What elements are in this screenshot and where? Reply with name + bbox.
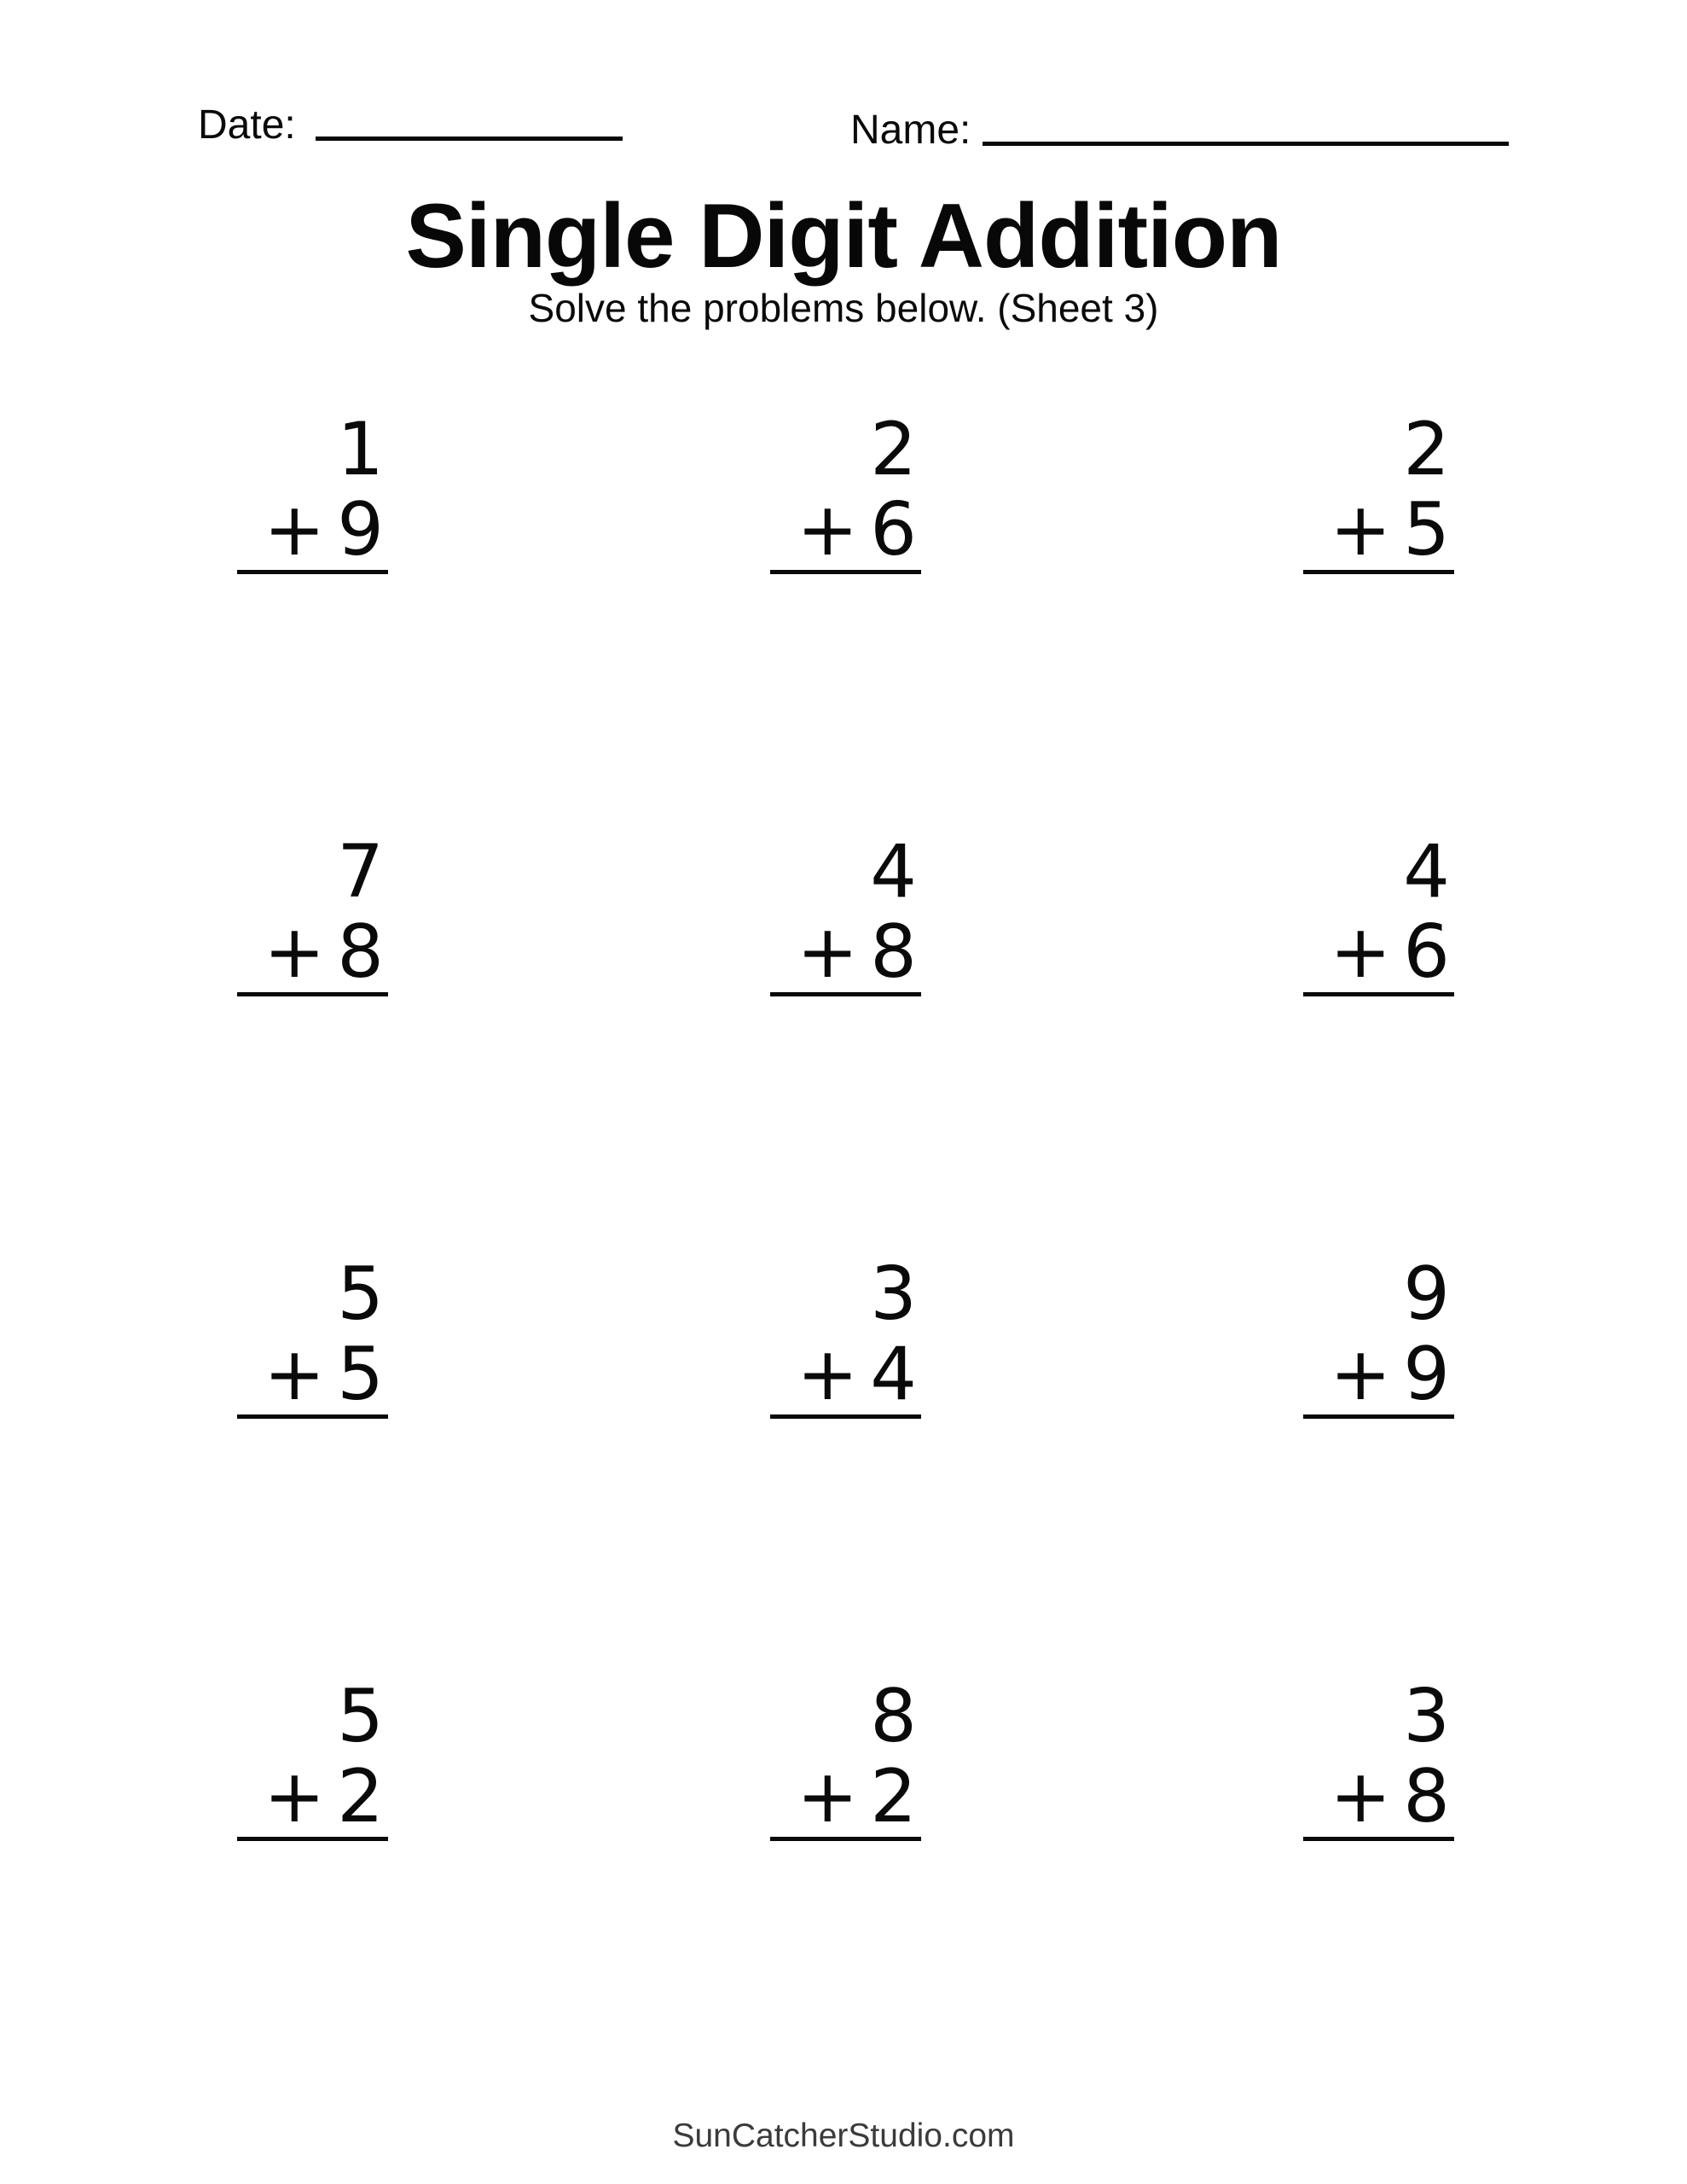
top-addend: 4 <box>1403 829 1450 915</box>
top-addend: 3 <box>870 1252 917 1337</box>
plus-operator: + <box>797 487 859 572</box>
top-addend: 4 <box>870 829 917 915</box>
addition-problem-6 <box>1303 829 1454 996</box>
plus-operator: + <box>1330 1754 1392 1839</box>
bottom-addend: 5 <box>1403 487 1450 572</box>
plus-operator: + <box>264 909 326 995</box>
footer-credit: SunCatcherStudio.com <box>672 2117 1015 2154</box>
top-addend: 5 <box>337 1674 384 1759</box>
addition-problem-7 <box>237 1254 388 1419</box>
plus-operator: + <box>264 487 326 572</box>
top-addend: 2 <box>1403 407 1450 492</box>
bottom-addend: 8 <box>1403 1754 1450 1839</box>
addition-problem-5 <box>770 829 921 996</box>
addition-problem-12 <box>1303 1676 1454 1841</box>
addition-problem-9 <box>1303 1254 1454 1419</box>
bottom-addend: 9 <box>337 487 384 572</box>
bottom-addend: 5 <box>337 1332 384 1417</box>
worksheet-subtitle: Solve the problems below. (Sheet 3) <box>528 286 1159 330</box>
addition-problem-10 <box>237 1676 388 1841</box>
addition-problem-3 <box>1303 407 1454 574</box>
plus-operator: + <box>797 1754 859 1839</box>
name-label: Name: <box>850 107 971 153</box>
top-addend: 2 <box>870 407 917 492</box>
addition-problem-8 <box>770 1254 921 1419</box>
top-addend: 3 <box>1403 1674 1450 1759</box>
problems-grid <box>237 407 1454 1841</box>
bottom-addend: 4 <box>870 1332 917 1417</box>
addition-problem-1 <box>237 407 388 574</box>
top-addend: 8 <box>870 1674 917 1759</box>
top-addend: 7 <box>337 829 384 915</box>
top-addend: 1 <box>337 407 384 492</box>
name-blank-line <box>983 142 1509 146</box>
addition-problem-4 <box>237 829 388 996</box>
bottom-addend: 6 <box>870 487 917 572</box>
plus-operator: + <box>797 1332 859 1417</box>
top-addend: 5 <box>337 1252 384 1337</box>
date-blank-line <box>316 136 623 141</box>
plus-operator: + <box>1330 909 1392 995</box>
plus-operator: + <box>797 909 859 995</box>
bottom-addend: 8 <box>337 909 384 995</box>
bottom-addend: 2 <box>870 1754 917 1839</box>
bottom-addend: 2 <box>337 1754 384 1839</box>
plus-operator: + <box>1330 1332 1392 1417</box>
addition-problem-2 <box>770 407 921 574</box>
worksheet-title: Single Digit Addition <box>405 184 1282 287</box>
plus-operator: + <box>264 1754 326 1839</box>
bottom-addend: 8 <box>870 909 917 995</box>
addition-problem-11 <box>770 1676 921 1841</box>
plus-operator: + <box>264 1332 326 1417</box>
bottom-addend: 6 <box>1403 909 1450 995</box>
bottom-addend: 9 <box>1403 1332 1450 1417</box>
top-addend: 9 <box>1403 1252 1450 1337</box>
date-label: Date: <box>198 102 296 148</box>
plus-operator: + <box>1330 487 1392 572</box>
